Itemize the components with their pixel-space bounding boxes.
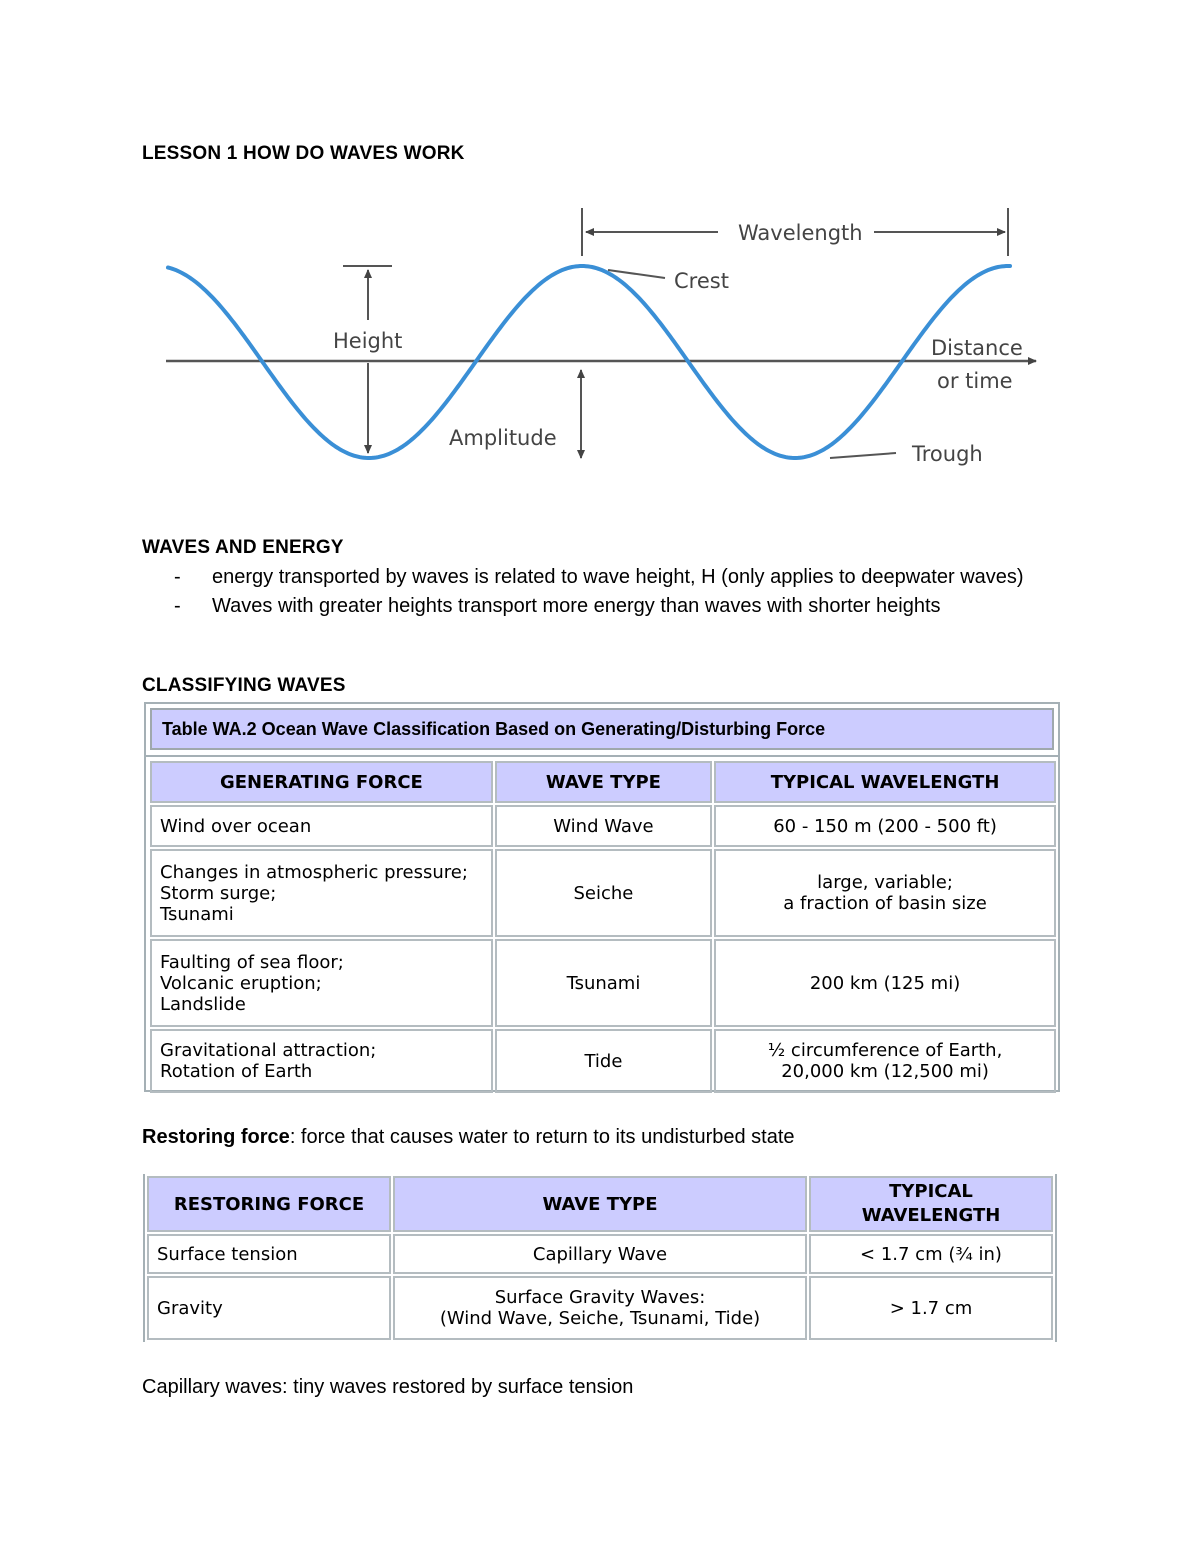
wavelength-label: Wavelength (738, 221, 863, 245)
wavelength-cell: 200 km (125 mi) (714, 939, 1056, 1027)
amplitude-label: Amplitude (449, 426, 557, 450)
energy-bullet-list (142, 563, 1042, 621)
classifying-heading: CLASSIFYING WAVES (142, 675, 346, 696)
wave-type-cell: Capillary Wave (393, 1234, 807, 1274)
wave-diagram (160, 200, 1060, 490)
table-row (150, 805, 1056, 847)
table-row (150, 1029, 1056, 1093)
table-header-row (147, 1176, 1053, 1232)
wave-type-cell: Wind Wave (495, 805, 712, 847)
column-header: WAVE TYPE (393, 1176, 807, 1232)
wavelength-cell: ½ circumference of Earth, 20,000 km (12,500 mi) (714, 1029, 1056, 1093)
wave-type-cell: Tide (495, 1029, 712, 1093)
lesson-title: LESSON 1 HOW DO WAVES WORK (142, 143, 465, 164)
restoring-force-definition: Restoring force: force that causes water to return to its undisturbed state (142, 1126, 795, 1148)
wave-type-cell: Surface Gravity Waves: (Wind Wave, Seiche, Tsunami, Tide) (393, 1276, 807, 1340)
table-row (150, 849, 1056, 937)
table-row (147, 1234, 1053, 1274)
force-cell: Changes in atmospheric pressure; Storm surge; Tsunami (150, 849, 493, 937)
distance-label-line2: or time (937, 369, 1013, 393)
capillary-waves-note: Capillary waves: tiny waves restored by surface tension (142, 1376, 634, 1398)
list-item: - Waves with greater heights transport more energy than waves with shorter heights (174, 595, 941, 617)
column-header: RESTORING FORCE (147, 1176, 391, 1232)
list-item: - energy transported by waves is related to wave height, H (only applies to deepwater waves) (174, 566, 1024, 588)
restoring-force-table (143, 1174, 1057, 1342)
force-cell: Wind over ocean (150, 805, 493, 847)
wavelength-cell: 60 - 150 m (200 - 500 ft) (714, 805, 1056, 847)
table-row (150, 939, 1056, 1027)
column-header: WAVE TYPE (495, 761, 712, 803)
wavelength-cell: large, variable; a fraction of basin size (714, 849, 1056, 937)
wave-type-cell: Seiche (495, 849, 712, 937)
table-row (147, 1276, 1053, 1340)
force-cell: Gravity (147, 1276, 391, 1340)
column-header: GENERATING FORCE (150, 761, 493, 803)
force-cell: Surface tension (147, 1234, 391, 1274)
wavelength-cell: > 1.7 cm (809, 1276, 1053, 1340)
trough-label: Trough (912, 442, 983, 466)
table-caption: Table WA.2 Ocean Wave Classification Based on Generating/Disturbing Force (150, 708, 1054, 750)
force-cell: Gravitational attraction; Rotation of Earth (150, 1029, 493, 1093)
column-header: TYPICAL WAVELENGTH (714, 761, 1056, 803)
caption-divider (146, 755, 1058, 757)
wave-type-cell: Tsunami (495, 939, 712, 1027)
classification-table (144, 702, 1060, 1092)
wavelength-cell: < 1.7 cm (¾ in) (809, 1234, 1053, 1274)
table-border-right (1055, 1174, 1057, 1342)
height-label: Height (333, 329, 403, 353)
column-header: TYPICAL WAVELENGTH (809, 1176, 1053, 1232)
trough-pointer (830, 453, 896, 458)
table-header-row (150, 761, 1056, 803)
waves-energy-heading: WAVES AND ENERGY (142, 537, 344, 558)
distance-label: Distance (931, 336, 1023, 360)
restoring-force-term: Restoring force (142, 1126, 290, 1148)
crest-label: Crest (674, 269, 729, 293)
force-cell: Faulting of sea floor; Volcanic eruption; Landslide (150, 939, 493, 1027)
